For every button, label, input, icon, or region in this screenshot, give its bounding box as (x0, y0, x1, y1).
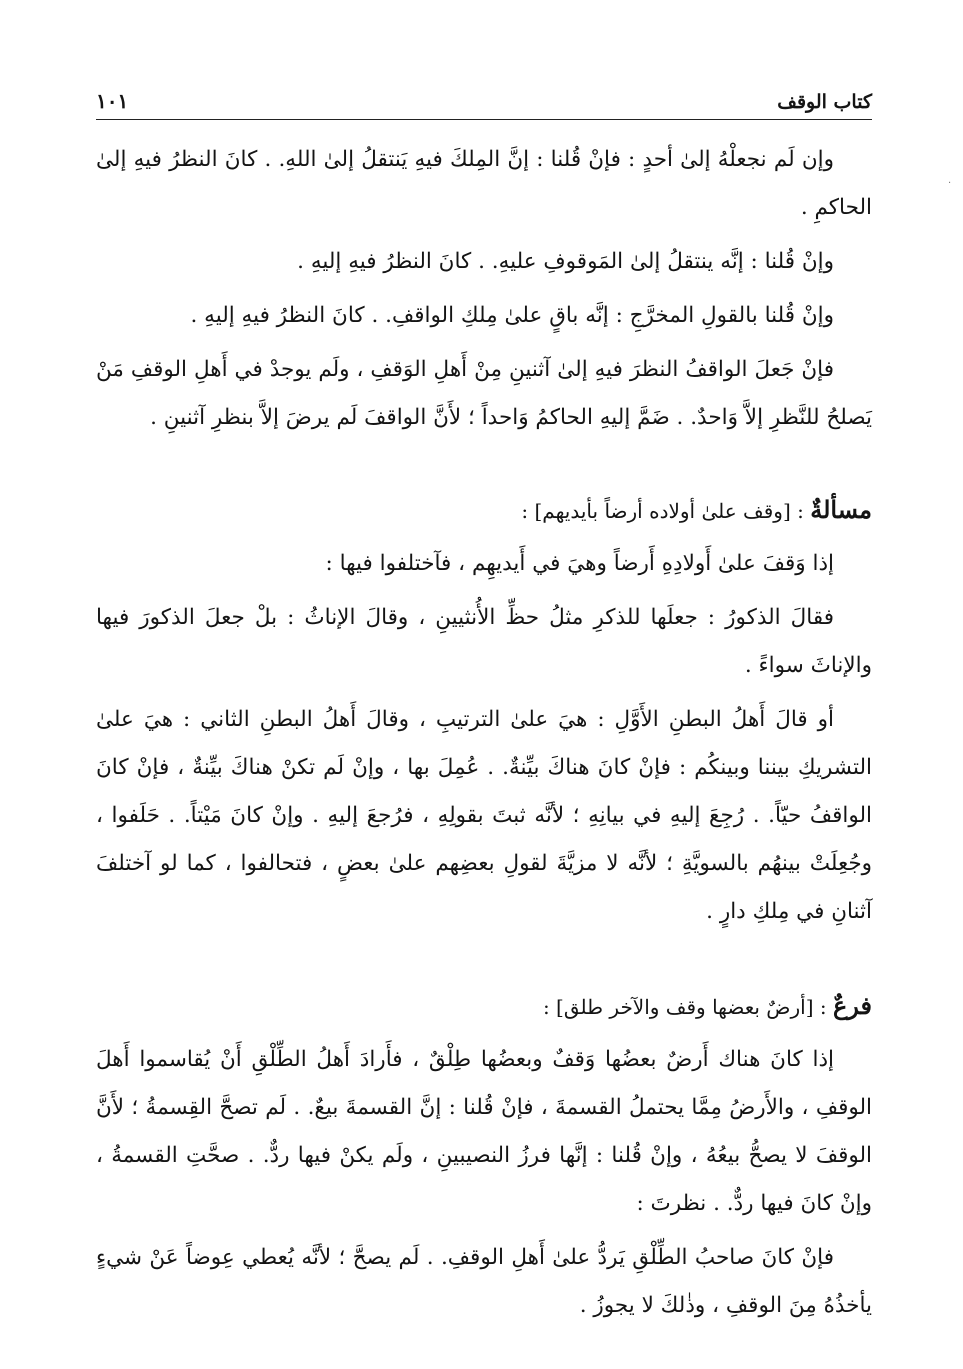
section-heading-masala (96, 486, 872, 536)
paragraph: وإنْ قُلنا بالقولِ المخرَّجِ : إنَّه باقٍ علىٰ مِلكِ الواقفِ. . كانَ النظرُ فيهِ إليهِ . (190, 303, 834, 328)
section-heading-far (96, 982, 872, 1032)
section-title: : [وقف علىٰ أولاده أرضاً بأيديهم] : (521, 499, 811, 523)
running-title: كتاب الوقف (777, 91, 872, 113)
section-term: مسألةٌ (810, 495, 872, 524)
section-title: : [أرضٌ بعضها وقف والآخر طلق] : (542, 995, 833, 1019)
paragraph: فقالَ الذكورُ : جعلَها للذكرِ مثلُ حظِّ الأُنثيينِ ، وقالَ الإناثُ : بلْ جعلَ الذكورَ فيها والإناثَ سواءً . (96, 605, 872, 678)
page-header (96, 82, 872, 120)
paragraph: فإنْ جَعلَ الواقفُ النظرَ فيهِ إلىٰ آثنينِ مِنْ أَهلِ الوَقفِ ، ولَم يوجدْ في أَهلِ الوقفِ مَنْ يَصلحُ للنَّظرِ إلاَّ وَاحدٌ. . ضَمَّ إليهِ الحاكمُ وَاحداً ؛ لأَنَّ الواقفَ لَم يرضَ إلاَّ بنظرِ آثنينِ . (96, 357, 872, 430)
paragraph: وإن لَم نجعلْهُ إلىٰ أحدٍ : فإنْ قُلنا : إنَّ المِلكَ فيهِ يَنتقلُ إلىٰ اللهِ. . كانَ النظرُ فيهِ إلىٰ الحاكمِ . (96, 147, 872, 220)
page-number: ١٠١ (96, 89, 129, 113)
paragraph: فإنْ كانَ صاحبُ الطِّلْقِ يَردُّ علىٰ أَهلِ الوقفِ. . لَم يصحَّ ؛ لأنَّه يُعطي عِوضاً عَنْ شيءٍ يأخذُهُ مِنَ الوقفِ ، وذٰلكَ لا يجوزُ . (96, 1245, 872, 1318)
page-body (96, 136, 872, 1336)
paragraph: إذا وَقفَ علىٰ أَولادِهِ أَرضاً وهيَ في أَيديهِم ، فآختلفوا فيها : (325, 551, 834, 576)
margin-mark: · (948, 178, 952, 189)
paragraph: وإنْ قُلنا : إنَّه ينتقلُ إلىٰ المَوقوفِ عليهِ. . كانَ النظرُ فيهِ إليهِ . (297, 249, 834, 274)
paragraph: إذا كانَ هناك أَرضٌ بعضُها وَقفٌ وبعضُها طِلْقٌ ، فأَرادَ أَهلُ الطِّلْقِ أَنْ يُقاسموا أَهلَ الوقفِ ، والأَرضُ مِمَّا يحتملُ القسمةَ ، فإنْ قُلنا : إنَّ القسمةَ بيعٌ. . لَم تصحَّ القِسمةُ ؛ لأَنَّ الوقفَ لا يصحُّ بيعُهُ ، وإنْ قُلنا : إنَّها فرزُ النصيبينِ ، ولَم يكنْ فيها ردٌّ. . صحَّتِ القسمةُ ، وإنْ كانَ فيها ردٌّ. . نظرتَ : (96, 1047, 872, 1216)
section-term: فرعٌ (832, 991, 872, 1020)
paragraph: أو قالَ أَهلُ البطنِ الأَوَّلِ : هيَ علىٰ الترتيبِ ، وقالَ أَهلُ البطنِ الثاني : هيَ علىٰ التشريكِ بيننا وبينكُم : فإنْ كانَ هناكَ بيِّنةٌ. . عُمِلَ بها ، وإنْ لَم تكنْ هناكَ بيِّنةٌ ، فإنْ كانَ الواقفُ حيّاً. . رُجِعَ إليهِ في بيانِهِ ؛ لأنَّه ثبتَ بقولِهِ ، فرُجعَ إليهِ . وإنْ كانَ مَيْتاً. . حَلَفوا ، وجُعِلَتْ بينهُم بالسويَّةِ ؛ لأنَّه لا مزيَّةَ لقولِ بعضِهم علىٰ بعضٍ ، فتحالفوا ، كما لو آختلفَ آثنانِ في مِلكِ دارٍ . (96, 707, 872, 924)
